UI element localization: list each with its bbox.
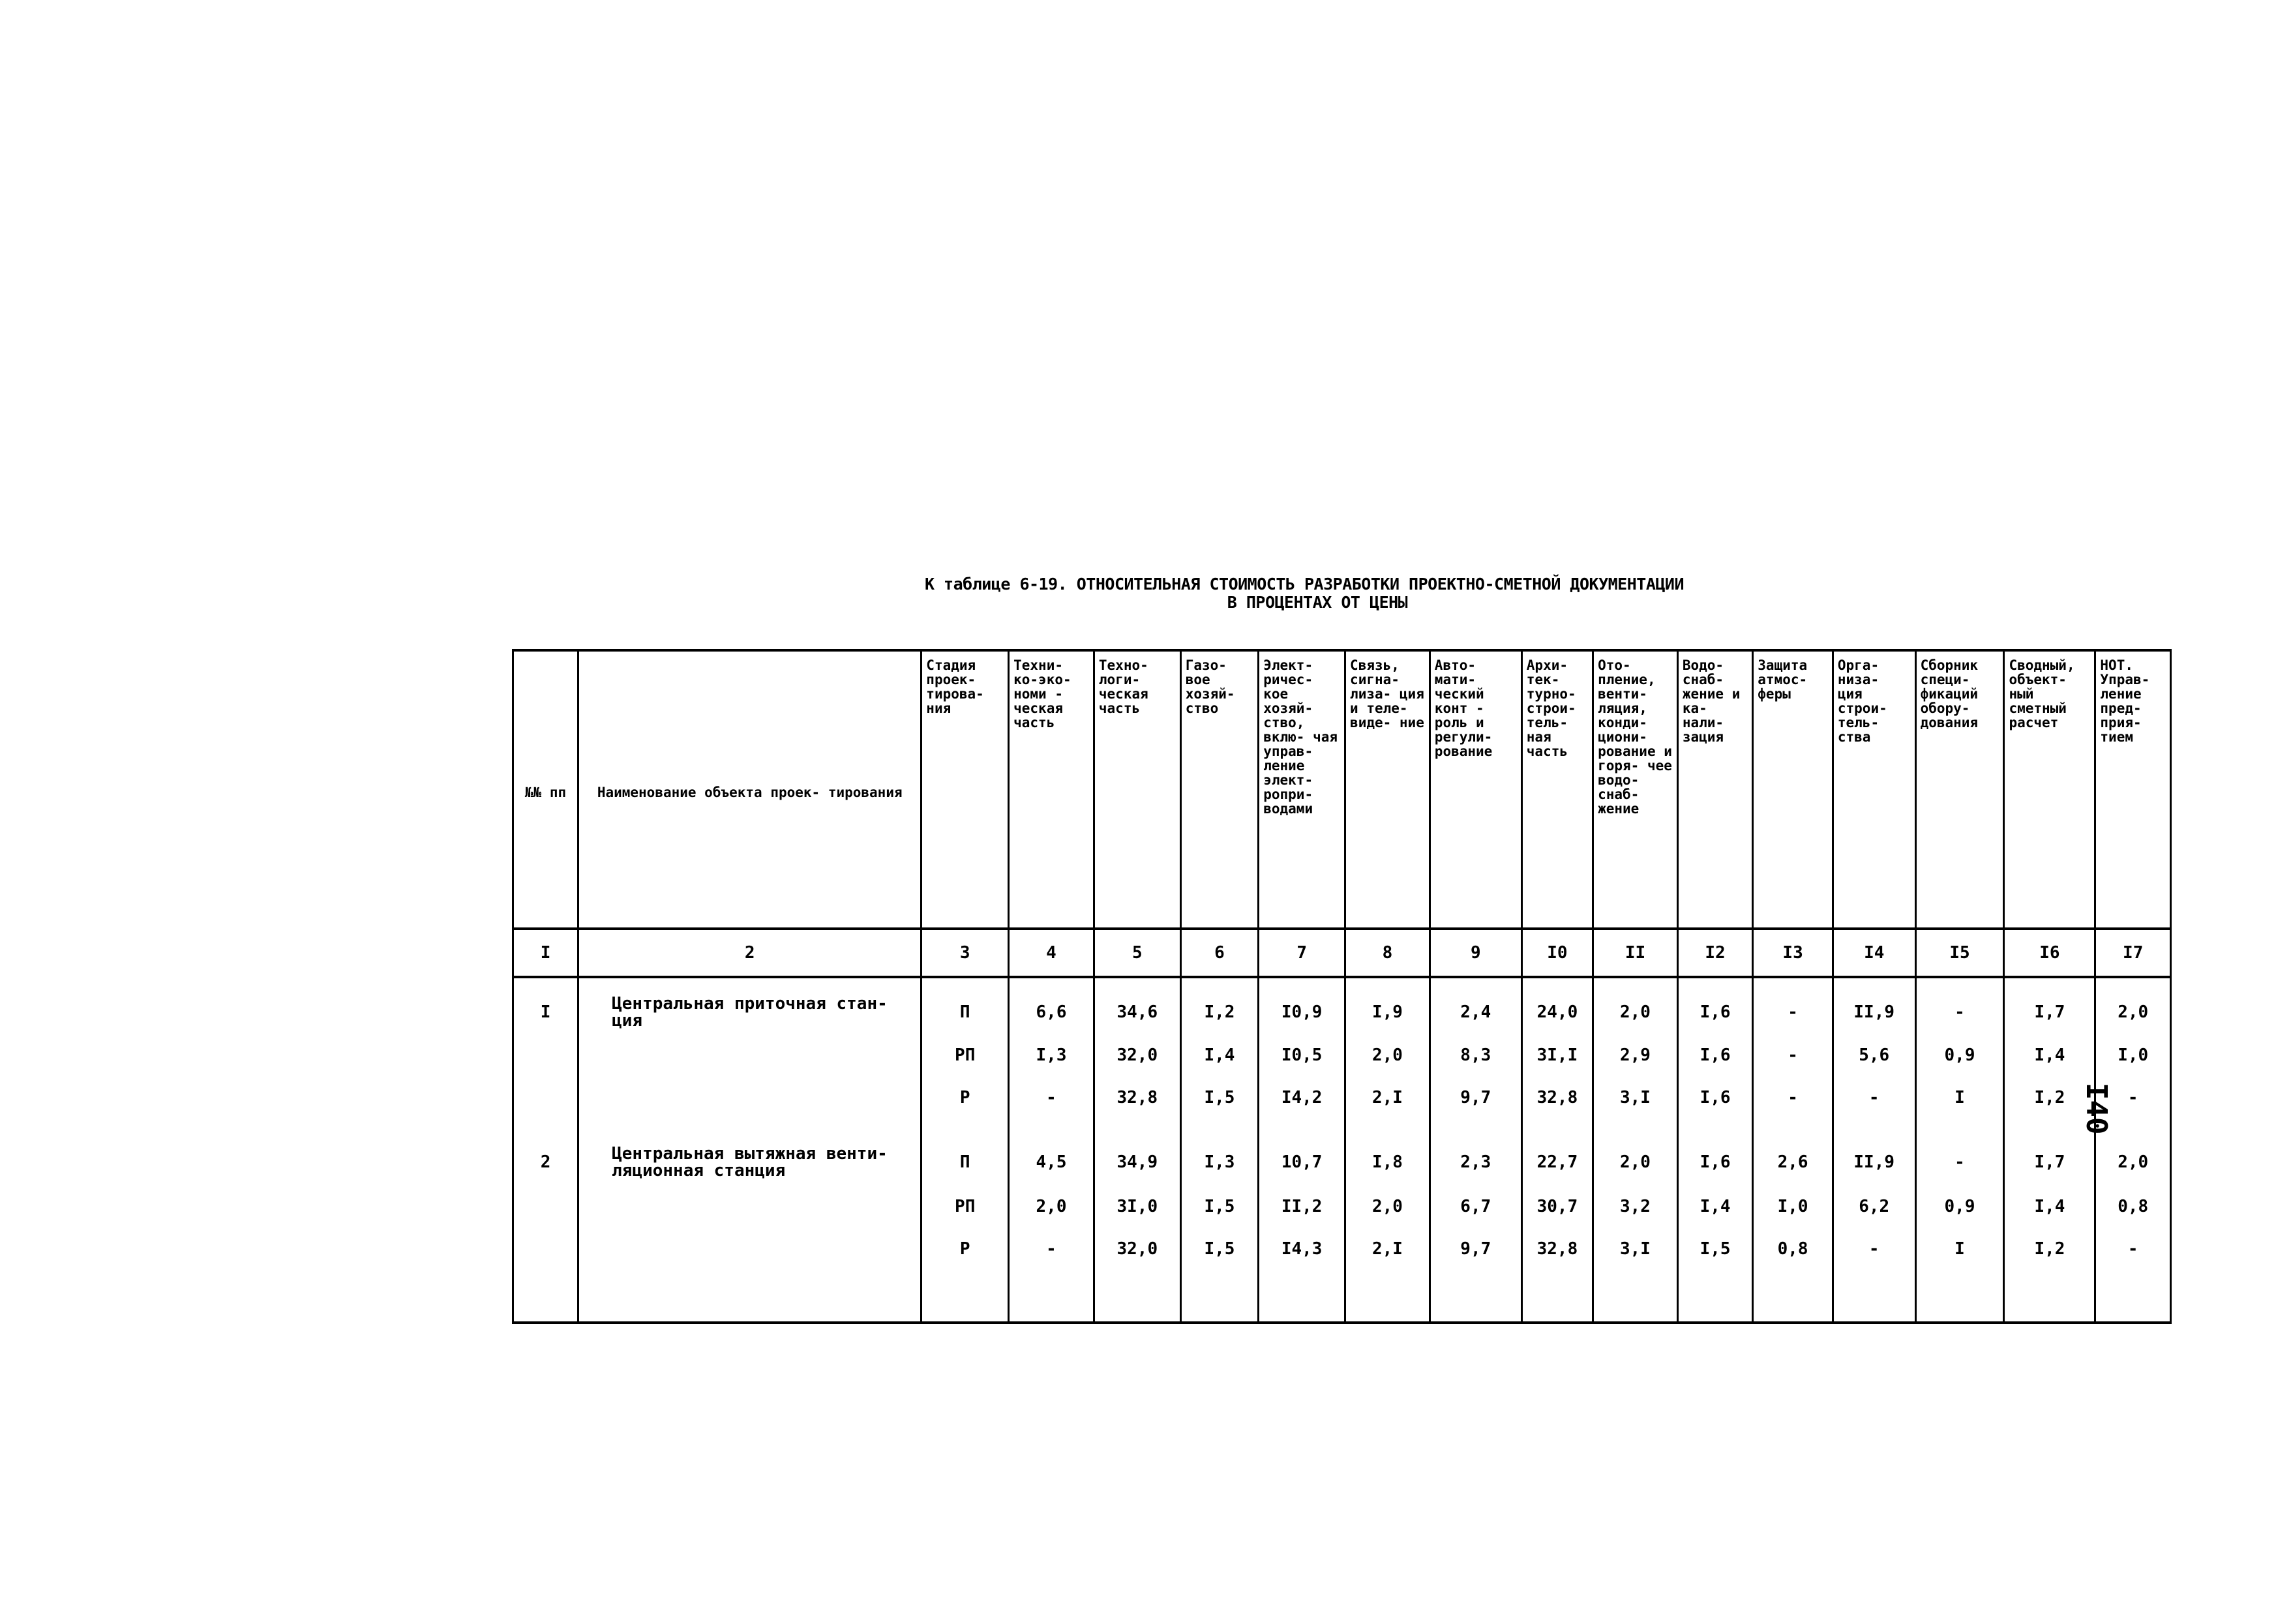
column-number: II	[1593, 929, 1678, 977]
object-name	[578, 1034, 921, 1077]
value-cell: -	[1915, 977, 2004, 1034]
stage-cell: РП	[921, 1034, 1009, 1077]
object-number	[513, 1077, 578, 1119]
column-header: Техно- логи- ческая часть	[1094, 650, 1180, 929]
value-cell: 32,8	[1521, 1227, 1593, 1270]
value-cell: 2,0	[1593, 977, 1678, 1034]
title-line-1: К таблице 6-19. ОТНОСИТЕЛЬНАЯ СТОИМОСТЬ РАЗРАБОТКИ ПРОЕКТНО-СМЕТНОЙ ДОКУМЕНТАЦИИ	[924, 575, 1685, 594]
value-cell: 6,2	[1833, 1185, 1915, 1227]
value-cell: 3,I	[1593, 1227, 1678, 1270]
value-cell: 9,7	[1430, 1227, 1521, 1270]
value-cell: 2,0	[1593, 1119, 1678, 1186]
value-cell: I,2	[1180, 977, 1259, 1034]
value-cell: II,9	[1833, 977, 1915, 1034]
value-cell: I,5	[1677, 1227, 1752, 1270]
object-name	[578, 1077, 921, 1119]
value-cell: -	[1753, 1077, 1833, 1119]
value-cell: -	[1753, 1034, 1833, 1077]
value-cell: 2,0	[1345, 1185, 1430, 1227]
value-cell: I0,5	[1259, 1034, 1345, 1077]
table-row	[513, 977, 2171, 1034]
column-number: 4	[1009, 929, 1094, 977]
object-name	[578, 1185, 921, 1227]
column-header: НОТ. Управ- ление пред- прия- тием	[2095, 650, 2171, 929]
column-number: I5	[1915, 929, 2004, 977]
empty-cell	[1593, 1270, 1678, 1323]
column-number: I	[513, 929, 578, 977]
empty-cell	[1180, 1270, 1259, 1323]
column-number: I3	[1753, 929, 1833, 977]
value-cell: I4,2	[1259, 1077, 1345, 1119]
stage-cell: П	[921, 977, 1009, 1034]
column-header: Водо- снаб- жение и ка- нали- зация	[1677, 650, 1752, 929]
column-header: Газо- вое хозяй- ство	[1180, 650, 1259, 929]
value-cell: I,6	[1677, 977, 1752, 1034]
object-name	[578, 1227, 921, 1270]
value-cell: I	[1915, 1227, 2004, 1270]
column-number: 9	[1430, 929, 1521, 977]
value-cell: I,2	[2004, 1077, 2095, 1119]
column-number: 6	[1180, 929, 1259, 977]
value-cell: 32,0	[1094, 1227, 1180, 1270]
column-header: №№ пп	[513, 650, 578, 929]
value-cell: -	[2095, 1077, 2171, 1119]
value-cell: 0,8	[1753, 1227, 1833, 1270]
value-cell: 34,9	[1094, 1119, 1180, 1186]
value-cell: 34,6	[1094, 977, 1180, 1034]
object-name: Центральная приточная стан- ция	[578, 977, 921, 1034]
column-header: Связь, сигна- лиза- ция и теле- виде- ние	[1345, 650, 1430, 929]
empty-cell	[1833, 1270, 1915, 1323]
empty-cell	[1009, 1270, 1094, 1323]
value-cell: I,5	[1180, 1227, 1259, 1270]
value-cell: -	[1009, 1077, 1094, 1119]
value-cell: 30,7	[1521, 1185, 1593, 1227]
value-cell: 9,7	[1430, 1077, 1521, 1119]
column-number: I2	[1677, 929, 1752, 977]
value-cell: I,7	[2004, 977, 2095, 1034]
value-cell: I0,9	[1259, 977, 1345, 1034]
title-line-2: В ПРОЦЕНТАХ ОТ ЦЕНЫ	[1227, 593, 1408, 612]
empty-cell	[1430, 1270, 1521, 1323]
value-cell: -	[1833, 1077, 1915, 1119]
column-header: Сборник специ- фикаций обору- дования	[1915, 650, 2004, 929]
empty-cell	[513, 1270, 578, 1323]
empty-cell	[921, 1270, 1009, 1323]
value-cell: I,2	[2004, 1227, 2095, 1270]
value-cell: 2,3	[1430, 1119, 1521, 1186]
value-cell: 32,8	[1521, 1077, 1593, 1119]
value-cell: I,9	[1345, 977, 1430, 1034]
column-header: Ото- пление, венти- ляция, конди- циони- рование и горя- чее водо- снаб- жение	[1593, 650, 1678, 929]
stage-cell: Р	[921, 1227, 1009, 1270]
column-number: 5	[1094, 929, 1180, 977]
object-number	[513, 1185, 578, 1227]
value-cell: 22,7	[1521, 1119, 1593, 1186]
object-name: Центральная вытяжная венти- ляционная станция	[578, 1119, 921, 1186]
column-number: I0	[1521, 929, 1593, 977]
value-cell: II,2	[1259, 1185, 1345, 1227]
value-cell: 2,0	[2095, 1119, 2171, 1186]
value-cell: -	[1009, 1227, 1094, 1270]
value-cell: I,5	[1180, 1077, 1259, 1119]
empty-cell	[1521, 1270, 1593, 1323]
value-cell: 6,6	[1009, 977, 1094, 1034]
table-row	[513, 1227, 2171, 1270]
value-cell: I,6	[1677, 1119, 1752, 1186]
value-cell: 6,7	[1430, 1185, 1521, 1227]
cost-table	[512, 649, 2172, 1324]
value-cell: -	[1833, 1227, 1915, 1270]
value-cell: I,8	[1345, 1119, 1430, 1186]
column-header: Наименование объекта проек- тирования	[578, 650, 921, 929]
value-cell: 2,4	[1430, 977, 1521, 1034]
column-number: 3	[921, 929, 1009, 977]
empty-cell	[1915, 1270, 2004, 1323]
value-cell: I,6	[1677, 1034, 1752, 1077]
stage-cell: П	[921, 1119, 1009, 1186]
column-header: Защита атмос- феры	[1753, 650, 1833, 929]
table-bottom-row	[513, 1270, 2171, 1323]
value-cell: I,4	[2004, 1185, 2095, 1227]
value-cell: 5,6	[1833, 1034, 1915, 1077]
value-cell: I,0	[2095, 1034, 2171, 1077]
value-cell: 32,8	[1094, 1077, 1180, 1119]
value-cell: 0,9	[1915, 1185, 2004, 1227]
empty-cell	[2095, 1270, 2171, 1323]
value-cell: 4,5	[1009, 1119, 1094, 1186]
value-cell: I,5	[1180, 1185, 1259, 1227]
object-number: 2	[513, 1119, 578, 1186]
value-cell: 3I,0	[1094, 1185, 1180, 1227]
value-cell: I,0	[1753, 1185, 1833, 1227]
value-cell: I,6	[1677, 1077, 1752, 1119]
value-cell: I,4	[2004, 1034, 2095, 1077]
value-cell: 2,9	[1593, 1034, 1678, 1077]
value-cell: 2,0	[1009, 1185, 1094, 1227]
column-header: Стадия проек- тирова- ния	[921, 650, 1009, 929]
value-cell: I4,3	[1259, 1227, 1345, 1270]
object-number: I	[513, 977, 578, 1034]
value-cell: 2,0	[2095, 977, 2171, 1034]
column-header: Элект- ричес- кое хозяй- ство, вклю- чая управ- ление элект- ропри- водами	[1259, 650, 1345, 929]
empty-cell	[578, 1270, 921, 1323]
value-cell: -	[1753, 977, 1833, 1034]
column-number: I4	[1833, 929, 1915, 977]
column-header: Сводный, объект- ный сметный расчет	[2004, 650, 2095, 929]
value-cell: 2,I	[1345, 1227, 1430, 1270]
value-cell: 2,0	[1345, 1034, 1430, 1077]
value-cell: 3,I	[1593, 1077, 1678, 1119]
column-header: Авто- мати- ческий конт - роль и регули- рование	[1430, 650, 1521, 929]
value-cell: 2,6	[1753, 1119, 1833, 1186]
object-number	[513, 1227, 578, 1270]
table-row	[513, 1185, 2171, 1227]
value-cell: 2,I	[1345, 1077, 1430, 1119]
column-header: Архи- тек- турно- строи- тель- ная часть	[1521, 650, 1593, 929]
value-cell: I,3	[1009, 1034, 1094, 1077]
column-number: 8	[1345, 929, 1430, 977]
value-cell: -	[2095, 1227, 2171, 1270]
empty-cell	[2004, 1270, 2095, 1323]
column-header: Орга- низа- ция строи- тель- ства	[1833, 650, 1915, 929]
value-cell: I,4	[1677, 1185, 1752, 1227]
empty-cell	[1259, 1270, 1345, 1323]
value-cell: 0,9	[1915, 1034, 2004, 1077]
value-cell: I,3	[1180, 1119, 1259, 1186]
document-title	[848, 575, 1761, 612]
table-row	[513, 1034, 2171, 1077]
value-cell: I	[1915, 1077, 2004, 1119]
value-cell: 10,7	[1259, 1119, 1345, 1186]
value-cell: 0,8	[2095, 1185, 2171, 1227]
value-cell: I,4	[1180, 1034, 1259, 1077]
stage-cell: Р	[921, 1077, 1009, 1119]
value-cell: II,9	[1833, 1119, 1915, 1186]
column-header: Техни- ко-эко- номи - ческая часть	[1009, 650, 1094, 929]
value-cell: 3I,I	[1521, 1034, 1593, 1077]
column-number-row	[513, 929, 2171, 977]
value-cell: 8,3	[1430, 1034, 1521, 1077]
value-cell: 32,0	[1094, 1034, 1180, 1077]
value-cell: 24,0	[1521, 977, 1593, 1034]
column-number: I7	[2095, 929, 2171, 977]
value-cell: -	[1915, 1119, 2004, 1186]
empty-cell	[1345, 1270, 1430, 1323]
table-row	[513, 1077, 2171, 1119]
object-number	[513, 1034, 578, 1077]
table-row	[513, 1119, 2171, 1186]
value-cell: 3,2	[1593, 1185, 1678, 1227]
column-number: I6	[2004, 929, 2095, 977]
empty-cell	[1753, 1270, 1833, 1323]
column-number: 2	[578, 929, 921, 977]
empty-cell	[1094, 1270, 1180, 1323]
header-row	[513, 650, 2171, 929]
empty-cell	[1677, 1270, 1752, 1323]
page-number: I40	[2080, 1083, 2113, 1135]
column-number: 7	[1259, 929, 1345, 977]
value-cell: I,7	[2004, 1119, 2095, 1186]
stage-cell: РП	[921, 1185, 1009, 1227]
